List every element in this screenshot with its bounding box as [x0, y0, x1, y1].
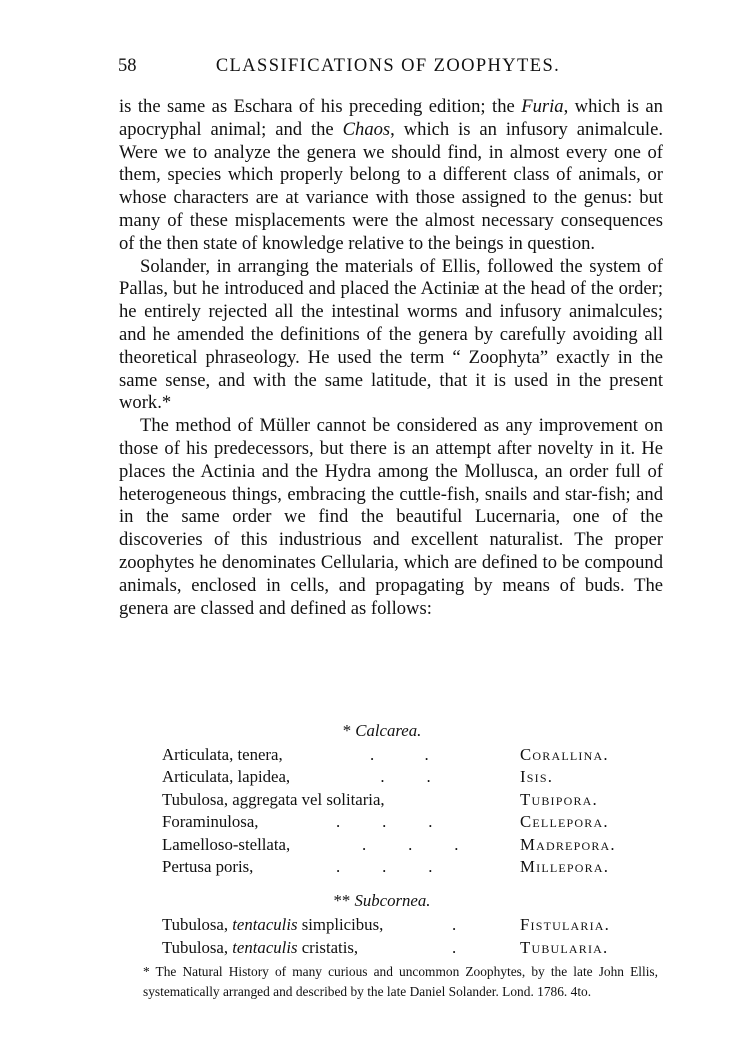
- group-marker: **: [333, 891, 355, 911]
- genus-definition: Foraminulosa,: [162, 812, 259, 832]
- genus-name: Tubipora.: [520, 789, 598, 809]
- paragraph-1-run-text: is the same as Eschara of his preceding edition; the: [119, 96, 522, 117]
- genus-name: Madrepora.: [520, 834, 616, 854]
- genus-definition: Pertusa poris,: [162, 856, 254, 876]
- genus-row: [162, 789, 642, 811]
- genus-definition: Articulata, lapidea,: [162, 767, 291, 787]
- genus-definition-text: Tubulosa,: [162, 915, 233, 935]
- leader-dots: . . .: [362, 834, 459, 854]
- leader-dots: . .: [370, 745, 429, 764]
- genus-name: Tubularia.: [520, 937, 609, 957]
- genus-definition: Tubulosa, aggregata vel solitaria,: [162, 789, 385, 809]
- paragraph-3: The method of Müller cannot be considered as any improvement on those of his predecessors, but there is an attempt after novelty in it. He places the Actinia and the Hydra among the Mollusca, an order full of heterogeneous things, embracing the cuttle-fish, snails and star-fish; and in the same order we find the beautiful Lucernaria, one of the discoveries of this industrious and excellent naturalist. The proper zoophytes he denominates Cellularia, which are defined to be compound animals, enclosed in cells, and propagating by means of buds. The genera are classed and defined as follows:: [119, 415, 663, 619]
- genus-definition: [162, 914, 383, 936]
- paragraph-1-run-text: , which is an infusory animalcule. Were we to analyze the genera we should find, in almost every one of them, species which properly belong to a different class of animals, or whose characters are at variance with those assigned to the genus: but many of these misplacements were the almost necessary consequences of the then state of knowledge relative to the beings in question.: [119, 118, 663, 254]
- group-marker: *: [342, 721, 356, 740]
- genus-definition-text: cristatis,: [297, 937, 359, 957]
- leader-dots: . . .: [336, 856, 433, 876]
- page-header: [118, 56, 638, 82]
- genera-classification: [162, 720, 642, 959]
- group-title-calcarea: [162, 720, 642, 742]
- genus-definition: Lamelloso-stellata,: [162, 834, 291, 854]
- group-name: Calcarea.: [355, 721, 422, 740]
- genus-row: [162, 856, 642, 878]
- genus-row: [162, 834, 642, 856]
- paragraph-1-run-italic: Chaos: [342, 118, 391, 140]
- genus-definition-text: simplicibus,: [297, 915, 384, 935]
- page-number: 58: [118, 56, 137, 76]
- group-title-subcornea: [162, 890, 642, 912]
- paragraph-1-run-italic: Furia: [521, 96, 564, 117]
- leader-dots: . . .: [336, 812, 433, 832]
- body-text: [119, 96, 663, 620]
- genus-name: Cellepora.: [520, 812, 609, 832]
- leader-dots: . .: [372, 767, 431, 787]
- paragraph-1: [119, 96, 663, 256]
- genus-row: [162, 744, 642, 766]
- genus-definition: [162, 937, 358, 959]
- footnote-text: * The Natural History of many curious and uncommon Zoophytes, by the late John Ellis, systematically arranged and described by the late Daniel Solander. Lond. 1786. 4to.: [143, 964, 658, 999]
- group-name: Subcornea.: [354, 891, 431, 911]
- footnote: [143, 962, 658, 1001]
- genus-definition-italic: tentaculis: [232, 915, 298, 935]
- genus-name: Isis.: [520, 767, 554, 787]
- genus-name: Corallina.: [520, 745, 609, 764]
- group-rows-subcornea: [162, 914, 642, 959]
- genus-definition-text: Tubulosa,: [162, 937, 233, 957]
- group-rows-calcarea: [162, 744, 642, 878]
- genus-row: [162, 811, 642, 833]
- genus-row: [162, 914, 642, 936]
- genus-name: Millepora.: [520, 856, 610, 876]
- genus-row: [162, 937, 642, 959]
- genus-definition: Articulata, tenera,: [162, 745, 283, 764]
- genus-name: Fistularia.: [520, 915, 611, 935]
- paragraph-2: Solander, in arranging the materials of Ellis, followed the system of Pallas, but he introduced and placed the Actiniæ at the head of the order; he entirely rejected all the intestinal worms and infusory animalcules; and he amended the definitions of the genera by carefully avoiding all theoretical phraseology. He used the term “ Zoophyta” exactly in the same sense, and with the same latitude, that it is used in the present work.*: [119, 255, 663, 414]
- genus-row: [162, 766, 642, 788]
- leader-dots: .: [452, 937, 457, 957]
- paragraph-1-run-text: , which is an apocryphal animal; and the: [119, 96, 663, 140]
- running-title: CLASSIFICATIONS OF ZOOPHYTES.: [215, 56, 561, 76]
- genus-definition-italic: tentaculis: [232, 937, 298, 957]
- leader-dots: .: [452, 915, 457, 935]
